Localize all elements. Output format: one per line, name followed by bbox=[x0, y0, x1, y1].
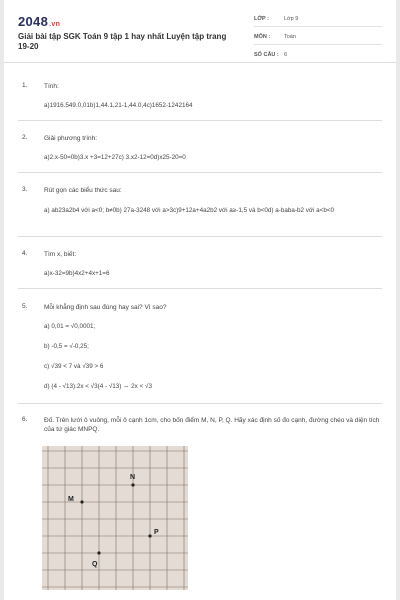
question-prompt: Tìm x, biết: bbox=[44, 251, 77, 258]
question-number: 4. bbox=[22, 250, 28, 257]
question-line: c) √39 < 7 và √39 > 6 bbox=[44, 363, 104, 370]
divider bbox=[18, 288, 382, 289]
question-number: 5. bbox=[22, 303, 28, 310]
label-p: P bbox=[154, 529, 159, 536]
question-line: a)1916.549.0,01b)1,44.1,21-1,44.0,4c)1652-1242164 bbox=[44, 102, 193, 109]
grid-figure-svg bbox=[42, 446, 188, 590]
point-p bbox=[148, 534, 151, 537]
question-number: 2. bbox=[22, 134, 28, 141]
question-line: a)x-32=9b)4x2+4x+1=6 bbox=[44, 270, 110, 277]
divider bbox=[18, 236, 382, 237]
question-prompt: Tính: bbox=[44, 83, 59, 90]
logo-text: 2048 bbox=[18, 14, 49, 29]
divider bbox=[18, 403, 382, 404]
meta-value: 6 bbox=[284, 52, 288, 58]
question-line: d) (4 - √13).2x < √3(4 - √13) ⇔ 2x < √3 bbox=[44, 383, 152, 390]
question-number: 1. bbox=[22, 82, 28, 89]
question-number: 3. bbox=[22, 186, 28, 193]
meta-row-count bbox=[254, 50, 382, 63]
question-prompt: Mỗi khẳng định sau đúng hay sai? Vì sao? bbox=[44, 304, 167, 311]
meta-value: Lớp 9 bbox=[284, 16, 299, 22]
question-number: 6. bbox=[22, 416, 28, 423]
meta-row-class bbox=[254, 14, 382, 27]
divider bbox=[18, 120, 382, 121]
question-line: a)2.x-50=0b)3.x +3=12+27c) 3.x2-12=0d)x25-20=0 bbox=[44, 154, 186, 161]
label-m: M bbox=[68, 496, 74, 503]
question-prompt: Đố. Trên lưới ô vuông, mỗi ô cạnh 1cm, cho bốn điểm M, N, P, Q. Hãy xác định số đo cạnh, đường chéo và diện tích của tứ giác MNPQ. bbox=[44, 417, 380, 433]
question-line: a) 0,01 = √0,0001; bbox=[44, 323, 96, 330]
logo-suffix: .vn bbox=[49, 21, 61, 28]
site-logo[interactable] bbox=[18, 14, 60, 29]
meta-value: Toán bbox=[284, 34, 296, 40]
meta-label: SỐ CÂU : bbox=[254, 52, 279, 58]
meta-info bbox=[254, 14, 382, 68]
label-n: N bbox=[130, 474, 136, 481]
point-m bbox=[80, 500, 83, 503]
divider bbox=[18, 172, 382, 173]
page-title: Giải bài tập SGK Toán 9 tập 1 hay nhất Luyện tập trang 19-20 bbox=[18, 32, 227, 51]
meta-row-subject bbox=[254, 32, 382, 45]
question-prompt: Rút gọn các biểu thức sau: bbox=[44, 187, 122, 194]
meta-label: LỚP : bbox=[254, 16, 269, 22]
question-line: a) ab23a2b4 với a<0; b≠0b) 27a-3248 với a>3c)9+12a+4a2b2 với a≥-1,5 và b<0d) a-baba-b2 với a<b<0 bbox=[44, 207, 335, 214]
question-prompt: Giải phương trình: bbox=[44, 135, 98, 142]
page-header bbox=[4, 0, 396, 63]
document-page bbox=[4, 0, 396, 600]
grid-figure bbox=[42, 446, 188, 590]
question-line: b) -0,5 = √-0,25; bbox=[44, 343, 89, 350]
grid-lines bbox=[42, 446, 188, 590]
meta-label: MÔN : bbox=[254, 34, 271, 40]
label-q: Q bbox=[92, 561, 98, 568]
point-n bbox=[131, 483, 134, 486]
point-q bbox=[97, 551, 100, 554]
